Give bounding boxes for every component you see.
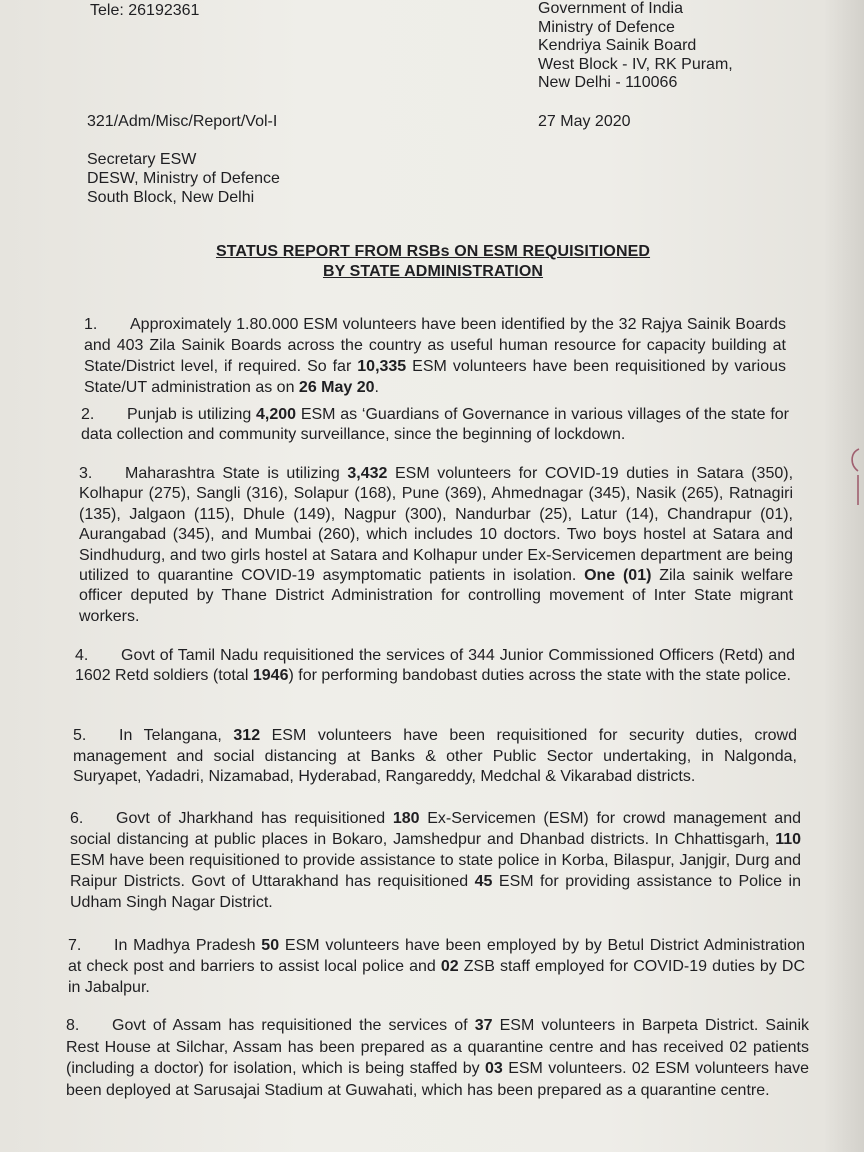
paragraph-number: 5. xyxy=(73,727,87,744)
paragraph-text: Govt of Jharkhand has requisitioned xyxy=(116,810,393,827)
paragraph-text: ESM volunteers. 02 ESM volunteers have been deployed at Sarusajai Stadium at Guwahati, which has been prepared as a quarantine centre. xyxy=(66,1060,810,1099)
bold-figure: 50 xyxy=(261,937,280,954)
address-line: New Delhi - 110066 xyxy=(538,74,678,91)
paragraph-8 xyxy=(66,1015,809,1101)
bold-figure: 4,200 xyxy=(256,406,297,423)
paragraph-text: Govt of Assam has requisitioned the services of xyxy=(112,1017,475,1034)
bold-figure: 3,432 xyxy=(347,465,388,482)
page-edge-shadow xyxy=(824,0,864,1152)
paragraph-text: ESM volunteers in Barpeta District. Sainik Rest House at Silchar, Assam has been prepared as a quarantine centre and has received 02 patients (including a doctor) for isolation, which is being staffed by xyxy=(66,1017,810,1077)
bold-figure: 312 xyxy=(233,727,261,744)
paragraph-text: Approximately 1.80.000 ESM volunteers have been identified by the 32 Rajya Sainik Boards and 403 Zila Sainik Boards across the country as useful human resource for capacity building at State/District level, if required. So far xyxy=(84,316,786,375)
paragraph-text: ) for performing bandobast duties across the state with the state police. xyxy=(288,667,791,684)
paragraph-6 xyxy=(70,808,801,913)
bold-figure: 10,335 xyxy=(357,358,407,375)
paragraph-text: ESM as ‘Guardians of Governance in various villages of the state for data collection and community surveillance, since the beginning of lockdown. xyxy=(81,406,789,443)
paragraph-text: ESM volunteers have been requisitioned by various State/UT administration as on xyxy=(84,358,786,396)
letter-date: 27 May 2020 xyxy=(538,113,631,130)
bold-figure: 03 xyxy=(485,1060,503,1077)
sender-address xyxy=(538,0,733,93)
address-line: Government of India xyxy=(538,0,683,17)
paragraph-number: 2. xyxy=(81,406,95,423)
paragraph-text: Punjab is utilizing xyxy=(127,406,257,423)
paragraph-text: In Madhya Pradesh xyxy=(114,937,262,954)
paragraph-4 xyxy=(75,646,795,686)
margin-pen-mark xyxy=(846,445,862,525)
bold-figure: 1946 xyxy=(252,667,289,684)
paragraph-text: Maharashtra State is utilizing xyxy=(125,465,348,482)
recipient-line: Secretary ESW xyxy=(87,151,197,168)
recipient-address xyxy=(87,150,280,207)
paragraph-text: ESM for providing assistance to Police in Udham Singh Nagar District. xyxy=(70,873,801,911)
paragraph-number: 8. xyxy=(66,1017,80,1034)
paragraph-text: . xyxy=(374,379,379,396)
address-line: West Block - IV, RK Puram, xyxy=(538,55,733,73)
bold-figure: 37 xyxy=(474,1017,493,1034)
paragraph-2 xyxy=(81,405,789,445)
paragraph-number: 4. xyxy=(75,647,89,664)
paragraph-text: ESM volunteers for COVID-19 duties in Satara (350), Kolhapur (275), Sangli (316), Solapur (168), Pune (369), Ahmednagar (345), Nasik (265), Ratnagiri (135), Jalgaon (115), Dhule (149), Nagpur (300), Nandurbar (25), Latur (14), Chandrapur (01), Aurangabad (345), and Mumbai (260), which includes 10 doctors. Two boys hostel at Satara and Sindhudurg, and two girls hostel at Satara and Kolhapur under Ex-Servicemen department are being utilized to quarantine COVID-19 asymptomatic patients in isolation. xyxy=(79,465,794,585)
paragraph-number: 1. xyxy=(84,316,98,333)
paragraph-number: 3. xyxy=(79,465,93,482)
paragraph-7 xyxy=(68,935,805,998)
address-line: Ministry of Defence xyxy=(538,18,675,36)
paragraph-text: Zila sainik welfare officer deputed by Thane District Administration for controlling movement of Inter State migrant workers. xyxy=(79,567,794,625)
paragraph-text: ESM volunteers have been employed by by Betul District Administration at check post and barriers to assist local police and xyxy=(68,937,805,975)
bold-figure: 26 May 20 xyxy=(298,379,375,396)
title-line-2: BY STATE ADMINISTRATION xyxy=(322,263,544,280)
reference-number: 321/Adm/Misc/Report/Vol-I xyxy=(87,113,278,130)
document-title xyxy=(150,242,716,282)
paragraph-number: 7. xyxy=(68,937,82,954)
paragraph-text: In Telangana, xyxy=(119,727,234,744)
paragraph-text: ESM have been requisitioned to provide assistance to state police in Korba, Bilaspur, Janjgir, Durg and Raipur Districts. Govt of Uttarakhand has requisitioned xyxy=(70,852,801,890)
bold-figure: 02 xyxy=(440,958,459,975)
paragraph-3 xyxy=(79,464,793,627)
bold-figure: One (01) xyxy=(584,567,652,585)
address-line: Kendriya Sainik Board xyxy=(538,37,697,54)
paragraph-text: ESM volunteers have been requisitioned for security duties, crowd management and social distancing at Banks & other Public Sector undertaking, in Nalgonda, Suryapet, Yadadri, Nizamabad, Hyderabad, Rangareddy, Medchal & Vikarabad districts. xyxy=(73,727,797,785)
bold-figure: 180 xyxy=(392,810,420,827)
bold-figure: 45 xyxy=(474,873,493,890)
paragraph-1 xyxy=(84,314,786,398)
paragraph-text: Govt of Tamil Nadu requisitioned the services of 344 Junior Commissioned Officers (Retd) and 1602 Retd soldiers (total xyxy=(75,647,795,684)
telephone-number: Tele: 26192361 xyxy=(90,2,200,19)
recipient-line: DESW, Ministry of Defence xyxy=(87,170,280,187)
recipient-line: South Block, New Delhi xyxy=(87,189,255,206)
paragraph-text: Ex-Servicemen (ESM) for crowd management and social distancing at public places in Bokaro, Jamshedpur and Dhanbad districts. In Chhattisgarh, xyxy=(70,810,801,848)
bold-figure: 110 xyxy=(775,831,801,848)
title-line-1: STATUS REPORT FROM RSBs ON ESM REQUISITIONED xyxy=(215,243,651,260)
paragraph-number: 6. xyxy=(70,810,84,827)
paragraph-text: ZSB staff employed for COVID-19 duties by DC in Jabalpur. xyxy=(68,958,806,996)
paragraph-5 xyxy=(73,726,797,788)
